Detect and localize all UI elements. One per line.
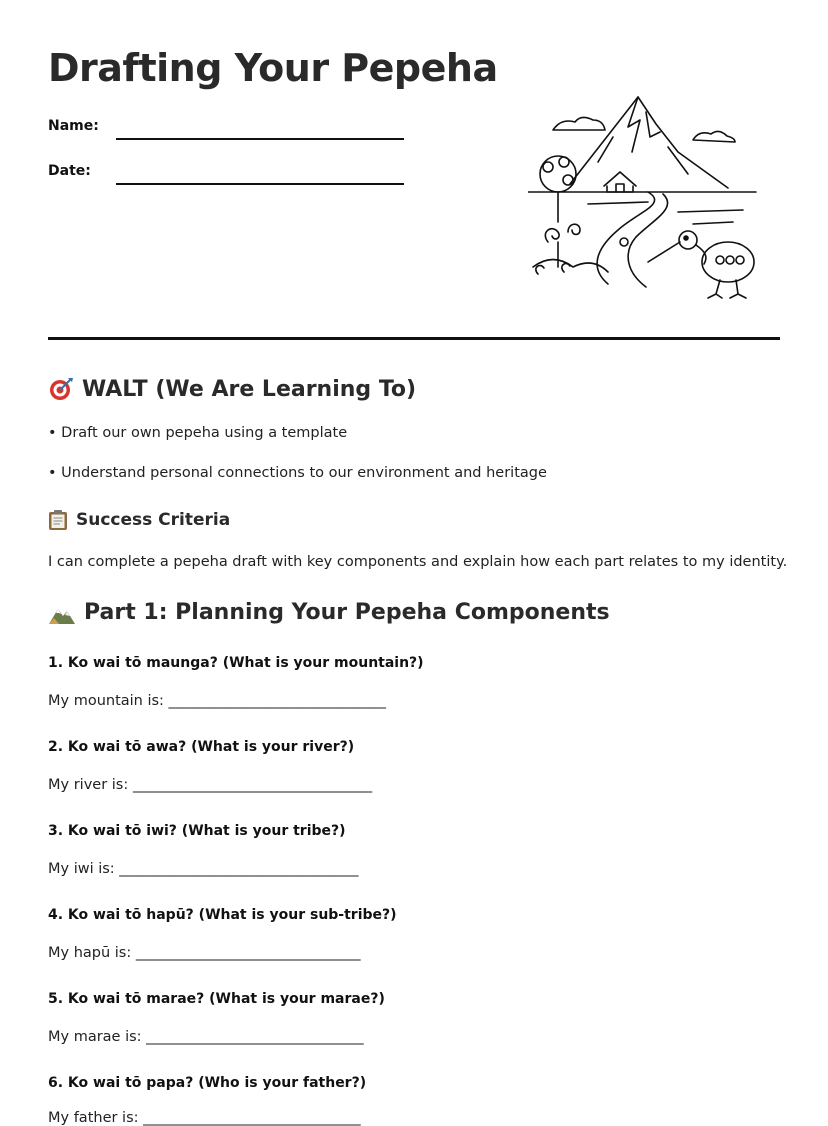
question-river: 2. Ko wai tō awa? (What is your river?) bbox=[48, 739, 355, 755]
question-iwi: 3. Ko wai tō iwi? (What is your tribe?) bbox=[48, 823, 346, 839]
walt-heading bbox=[48, 376, 416, 402]
mountain-river-kiwi-illustration bbox=[528, 92, 760, 302]
answer-father[interactable]: My father is: ______________________________ bbox=[48, 1110, 361, 1126]
part1-heading-text: Part 1: Planning Your Pepeha Components bbox=[84, 600, 610, 625]
name-line[interactable] bbox=[116, 138, 404, 140]
section-divider bbox=[48, 337, 780, 340]
success-criteria-heading bbox=[48, 509, 230, 531]
question-marae: 5. Ko wai tō marae? (What is your marae?) bbox=[48, 991, 385, 1007]
date-label: Date: bbox=[48, 163, 91, 179]
success-criteria-heading-text: Success Criteria bbox=[76, 510, 231, 530]
answer-river[interactable]: My river is: _________________________________ bbox=[48, 777, 373, 793]
question-father: 6. Ko wai tō papa? (Who is your father?) bbox=[48, 1075, 367, 1091]
page-title: Drafting Your Pepeha bbox=[48, 46, 498, 90]
answer-marae[interactable]: My marae is: ______________________________ bbox=[48, 1029, 364, 1045]
date-line[interactable] bbox=[116, 183, 404, 185]
question-hapu: 4. Ko wai tō hapū? (What is your sub-tribe?) bbox=[48, 907, 397, 923]
question-mountain: 1. Ko wai tō maunga? (What is your mountain?) bbox=[48, 655, 424, 671]
name-field bbox=[48, 118, 99, 134]
walt-bullet-1: • Draft our own pepeha using a template bbox=[48, 425, 348, 441]
mountain-icon bbox=[48, 601, 76, 625]
success-criteria-text: I can complete a pepeha draft with key components and explain how each part relates to my identity. bbox=[48, 554, 788, 570]
walt-heading-text: WALT (We Are Learning To) bbox=[82, 376, 417, 402]
answer-iwi[interactable]: My iwi is: _________________________________ bbox=[48, 861, 359, 877]
target-icon bbox=[48, 376, 74, 402]
clipboard-icon bbox=[48, 509, 68, 531]
part1-heading bbox=[48, 600, 610, 625]
walt-bullet-2: • Understand personal connections to our environment and heritage bbox=[48, 465, 547, 481]
name-label: Name: bbox=[48, 118, 99, 134]
answer-hapu[interactable]: My hapū is: _______________________________ bbox=[48, 945, 361, 961]
date-field bbox=[48, 163, 91, 179]
answer-mountain[interactable]: My mountain is: ______________________________ bbox=[48, 693, 387, 709]
